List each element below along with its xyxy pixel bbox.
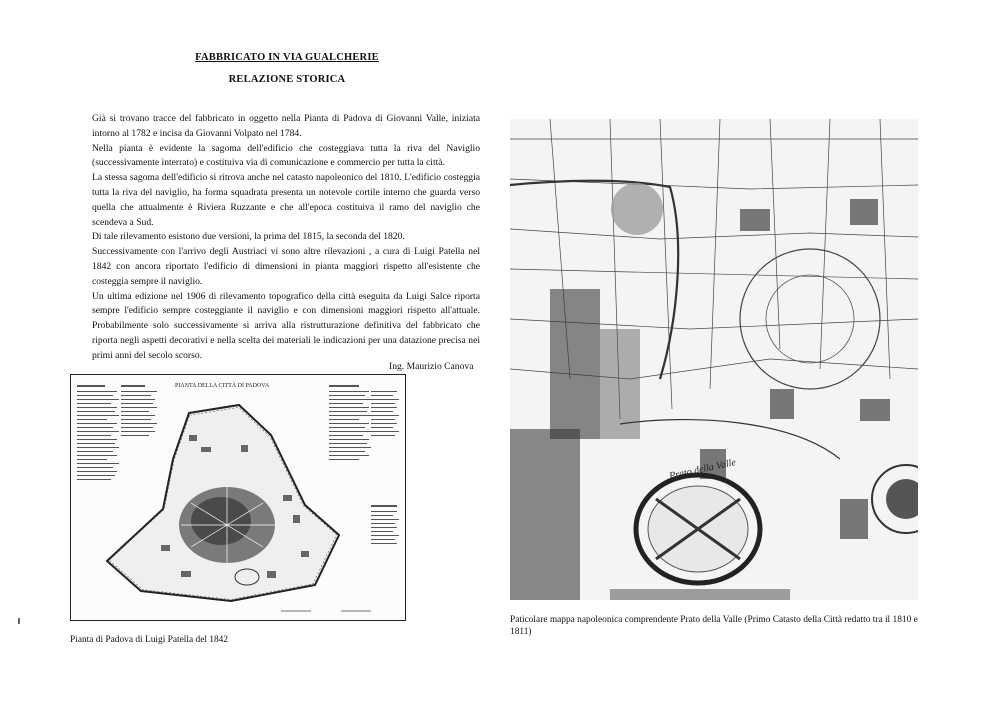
right-map-caption: Paticolare mappa napoleonica comprendente Prato della Valle (Primo Catasto della Città redatto tra il 1810 e 1811) bbox=[510, 615, 918, 637]
city-map-illustration bbox=[71, 375, 405, 620]
left-map-caption: Pianta di Padova di Luigi Patella del 1842 bbox=[70, 635, 229, 645]
paragraph: La stessa sagoma dell'edificio si ritrova anche nel catasto napoleonico del 1810. L'edificio costeggia tutta la riva del naviglio, ha forma squadrata presenta un notevole cortile interno che guarda verso quella che attualmente è Riviera Ruzzante e che all'epoca costituiva il ramo del naviglio che scendeva a Sud. bbox=[92, 172, 480, 228]
map-inner-title: PIANTA DELLA CITTÀ DI PADOVA bbox=[175, 383, 270, 389]
napoleonic-cadastre-map-image bbox=[510, 119, 918, 600]
document-title: FABBRICATO IN VIA GUALCHERIE bbox=[195, 52, 379, 63]
paragraph: Un ultima edizione nel 1906 di rilevamento topografico della città eseguita da Luigi Salce riporta sempre l'edificio sempre costeggiante il naviglio e con dimensioni maggiori rispetto all'attuale. Probabilmente solo successivamente si arriva alla ristrutturazione definitiva del fabbricato che riporta negli aspetti decorativi e nella scelta dei materiali le indicazioni per una datazione precisa nei primi anni del secolo scorso. bbox=[92, 290, 480, 361]
paragraph: Di tale rilevamento esistono due versioni, la prima del 1815, la seconda del 1820. bbox=[92, 231, 405, 243]
prato-della-valle-label: Prato della Valle bbox=[668, 457, 737, 482]
paragraph: Successivamente con l'arrivo degli Austriaci vi sono altre rilevazioni , a cura di Luigi Patella nel 1842 con ancora riportato l'edificio di dimensioni in pianta maggiori rispetto all'esistente che costeggia sempre il naviglio. bbox=[92, 246, 480, 287]
document-subtitle: RELAZIONE STORICA bbox=[228, 74, 346, 85]
paragraph: Nella pianta è evidente la sagoma dell'edificio che costeggiava tutta la riva del Naviglio (successivamente interrato) e costituiva via di comunicazione e commercio per tutta la città. bbox=[92, 142, 480, 169]
patella-1842-map-image bbox=[70, 374, 406, 621]
cadastre-map-illustration bbox=[510, 119, 918, 600]
page-edge-mark bbox=[18, 618, 20, 624]
historical-report-text bbox=[92, 112, 480, 364]
author-signature: Ing. Maurizio Canova bbox=[389, 361, 474, 372]
paragraph: Già si trovano tracce del fabbricato in oggetto nella Pianta di Padova di Giovanni Valle, iniziata intorno al 1782 e incisa da Giovanni Volpato nel 1784. bbox=[92, 113, 480, 139]
